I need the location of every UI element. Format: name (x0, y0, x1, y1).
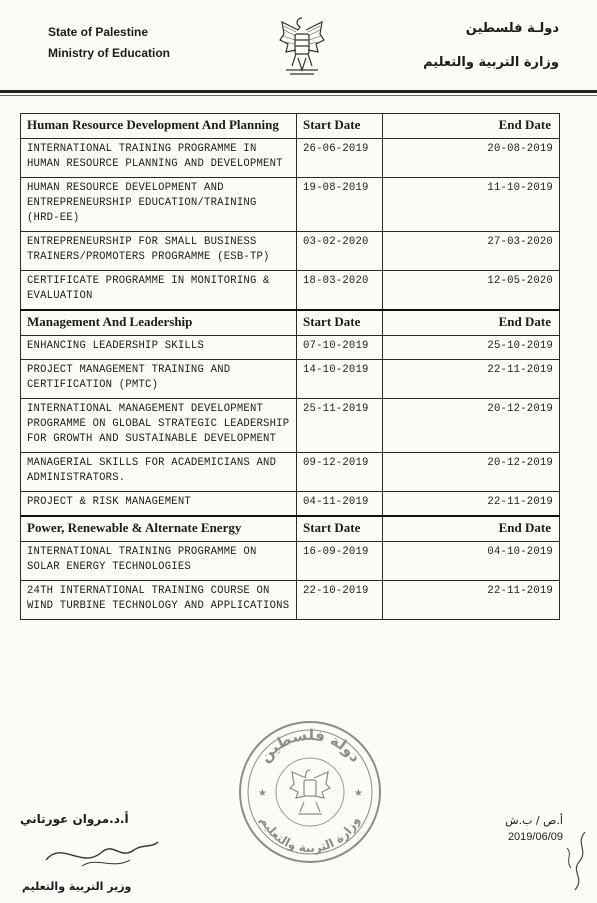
course-name: INTERNATIONAL TRAINING PROGRAMME IN HUMAN RESOURCE PLANNING AND DEVELOPMENT (21, 139, 297, 178)
table-row (21, 542, 560, 581)
end-date: 27-03-2020 (383, 232, 560, 271)
course-name: PROJECT & RISK MANAGEMENT (21, 492, 297, 517)
training-table (20, 113, 560, 620)
course-name: ENHANCING LEADERSHIP SKILLS (21, 336, 297, 360)
end-date: 04-10-2019 (383, 542, 560, 581)
header-arabic (423, 12, 559, 80)
section-header-row (21, 516, 560, 542)
section-title: Management And Leadership (21, 310, 297, 336)
margin-signature-mark (555, 828, 595, 898)
svg-text:دولة فلسطين (256, 726, 365, 766)
end-date: 12-05-2020 (383, 271, 560, 311)
course-name: PROJECT MANAGEMENT TRAINING AND CERTIFICATION (PMTC) (21, 360, 297, 399)
end-date: 22-11-2019 (383, 360, 560, 399)
svg-text:★: ★ (258, 788, 267, 799)
ministry-name-arabic: وزارة التربية والتعليم (423, 55, 559, 70)
table-row (21, 139, 560, 178)
state-name: State of Palestine (48, 25, 149, 39)
signature-mark (42, 830, 162, 875)
table-row (21, 232, 560, 271)
start-date-header: Start Date (297, 516, 383, 542)
start-date: 22-10-2019 (297, 581, 383, 620)
course-name: CERTIFICATE PROGRAMME IN MONITORING & EVALUATION (21, 271, 297, 311)
start-date-header: Start Date (297, 114, 383, 139)
eagle-emblem-icon (276, 12, 328, 78)
start-date: 14-10-2019 (297, 360, 383, 399)
start-date: 07-10-2019 (297, 336, 383, 360)
start-date: 19-08-2019 (297, 178, 383, 232)
state-name-arabic: دولـة فلسطين (465, 21, 559, 36)
table-row (21, 336, 560, 360)
start-date: 18-03-2020 (297, 271, 383, 311)
start-date: 26-06-2019 (297, 139, 383, 178)
reference-code: أ.ص / ب.ش (505, 814, 563, 827)
table-row (21, 271, 560, 311)
end-date-header: End Date (383, 310, 560, 336)
svg-text:★: ★ (354, 788, 363, 799)
start-date-header: Start Date (297, 310, 383, 336)
stamp-top-text: دولة فلسطين (255, 725, 365, 766)
end-date: 20-12-2019 (383, 453, 560, 492)
course-name: INTERNATIONAL MANAGEMENT DEVELOPMENT PROGRAMME ON GLOBAL STRATEGIC LEADERSHIP FOR GROWTH AND SUSTAINABLE DEVELOPMENT (21, 399, 297, 453)
end-date-header: End Date (383, 516, 560, 542)
course-name: MANAGERIAL SKILLS FOR ACADEMICIANS AND ADMINISTRATORS. (21, 453, 297, 492)
end-date: 20-08-2019 (383, 139, 560, 178)
section-title: Human Resource Development And Planning (21, 114, 297, 139)
start-date: 09-12-2019 (297, 453, 383, 492)
course-name: INTERNATIONAL TRAINING PROGRAMME ON SOLAR ENERGY TECHNOLOGIES (21, 542, 297, 581)
end-date: 22-11-2019 (383, 492, 560, 517)
stamp-bottom-text: وزارة التربية والتعليم (257, 814, 363, 856)
signatory-name: أ.د.مروان عورتاني (20, 812, 129, 826)
end-date: 20-12-2019 (383, 399, 560, 453)
course-name: ENTREPRENEURSHIP FOR SMALL BUSINESS TRAINERS/PROMOTERS PROGRAMME (ESB-TP) (21, 232, 297, 271)
section-header-row (21, 310, 560, 336)
header-divider-thin (0, 95, 597, 96)
course-name: 24TH INTERNATIONAL TRAINING COURSE ON WIND TURBINE TECHNOLOGY AND APPLICATIONS (21, 581, 297, 620)
minister-title: وزير التربية والتعليم (22, 880, 132, 893)
end-date: 25-10-2019 (383, 336, 560, 360)
start-date: 25-11-2019 (297, 399, 383, 453)
end-date-header: End Date (383, 114, 560, 139)
table-row (21, 492, 560, 517)
stamp-eagle-icon (290, 770, 330, 814)
section-title: Power, Renewable & Alternate Energy (21, 516, 297, 542)
svg-text:وزارة التربية والتعليم (258, 814, 364, 855)
official-stamp (236, 718, 384, 866)
header-english (48, 22, 170, 64)
start-date: 03-02-2020 (297, 232, 383, 271)
course-name: HUMAN RESOURCE DEVELOPMENT AND ENTREPRENEURSHIP EDUCATION/TRAINING (HRD-EE) (21, 178, 297, 232)
ministry-name: Ministry of Education (48, 46, 171, 60)
table-row (21, 453, 560, 492)
end-date: 11-10-2019 (383, 178, 560, 232)
end-date: 22-11-2019 (383, 581, 560, 620)
table-row (21, 399, 560, 453)
table-row (21, 581, 560, 620)
table-row (21, 178, 560, 232)
start-date: 04-11-2019 (297, 492, 383, 517)
start-date: 16-09-2019 (297, 542, 383, 581)
document-date: 2019/06/09 (507, 831, 563, 843)
table-row (21, 360, 560, 399)
header-divider (0, 90, 597, 93)
section-header-row (21, 114, 560, 139)
